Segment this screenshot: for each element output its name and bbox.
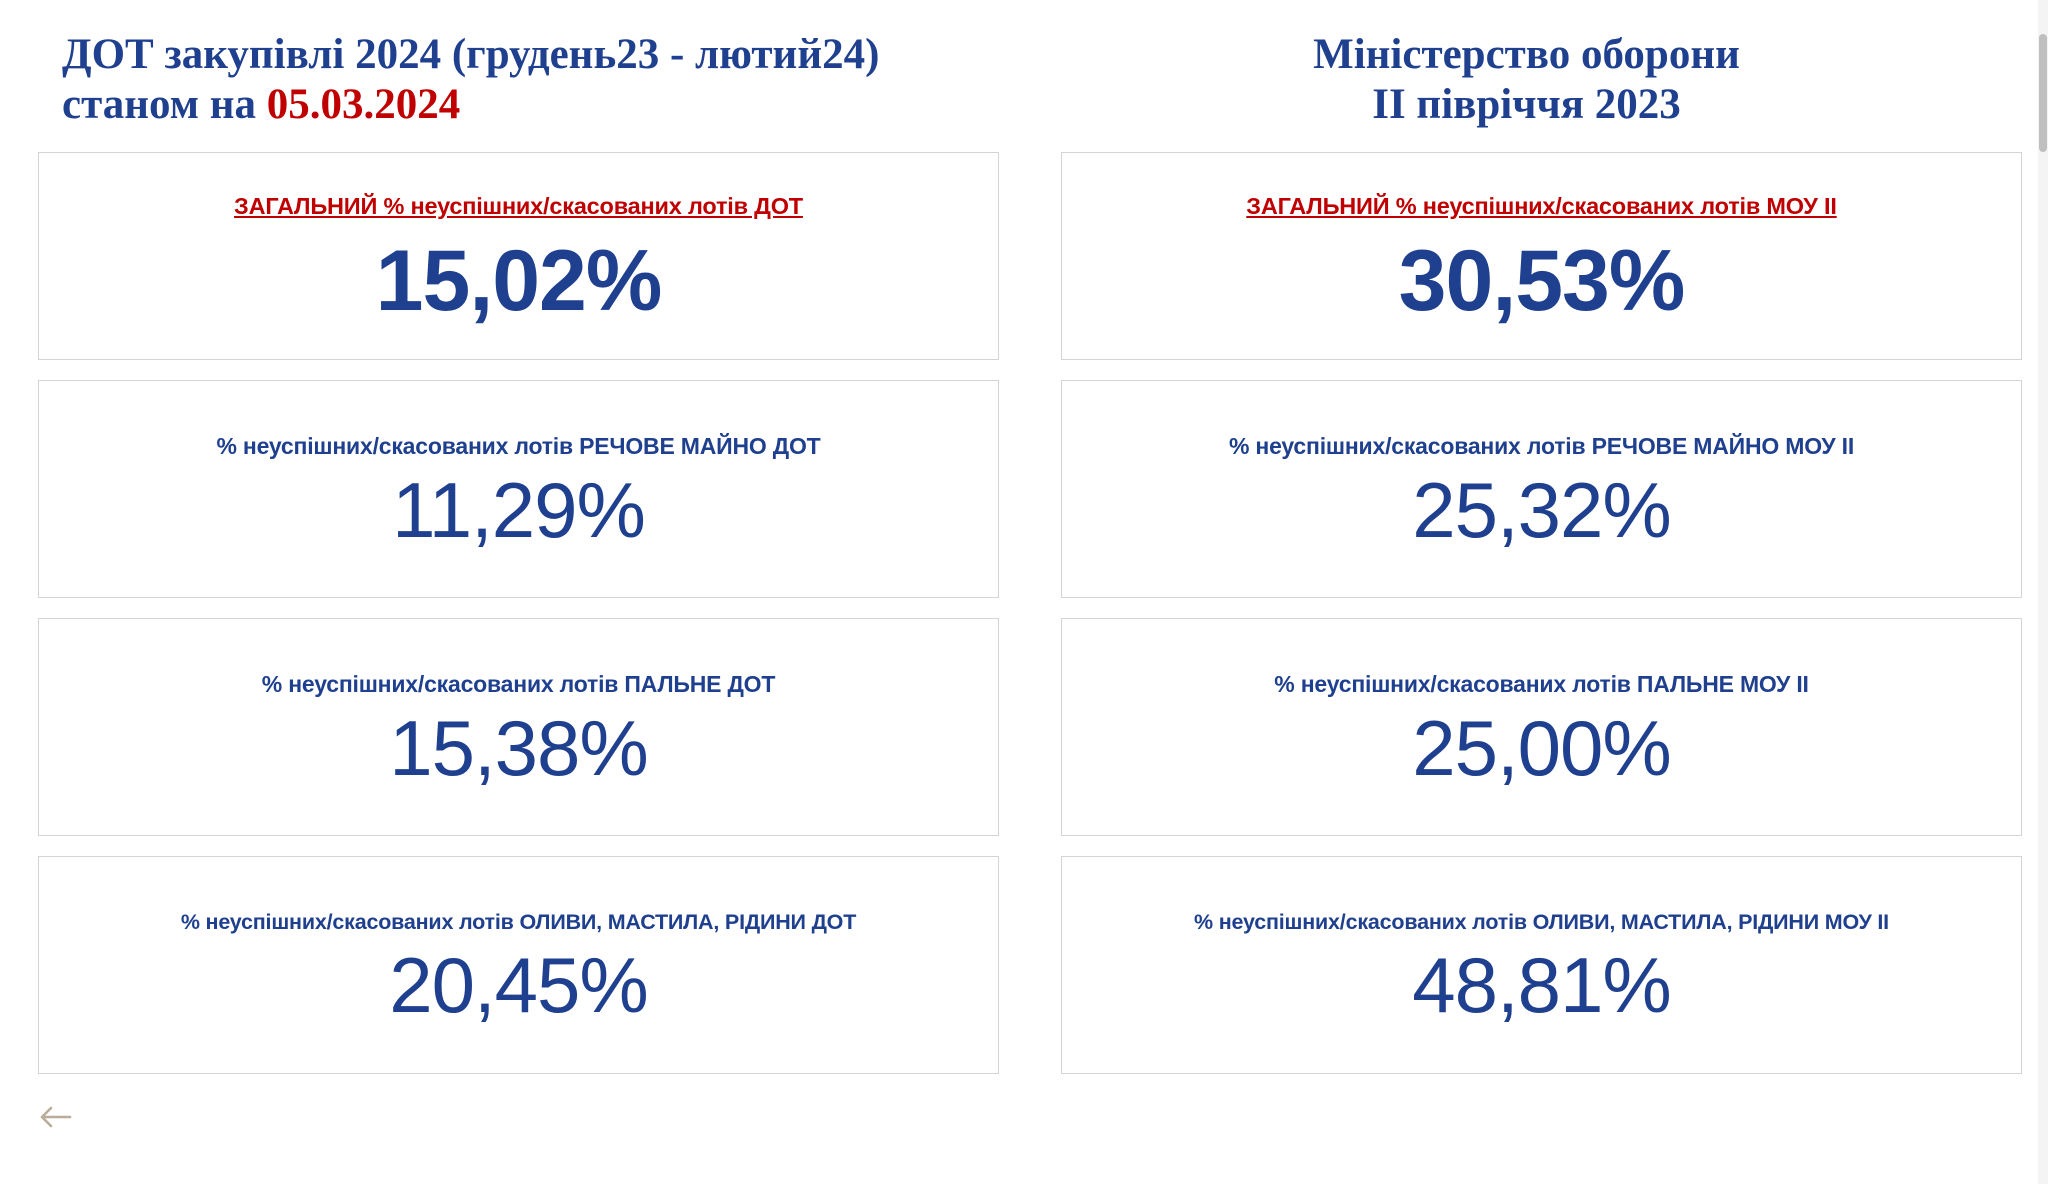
back-arrow-icon[interactable] xyxy=(38,1100,72,1134)
right-heading-line2: ІІ півріччя 2023 xyxy=(1372,80,1681,128)
card-palne-mou-value: 25,00% xyxy=(1412,703,1671,792)
card-olyvy-dot xyxy=(38,856,999,1074)
card-olyvy-mou xyxy=(1061,856,2022,1074)
right-heading-line1: Міністерство оборони xyxy=(1313,31,1740,78)
left-heading-text: ДОТ закупівлі 2024 (грудень23 - лютий24) станом на xyxy=(62,31,880,128)
card-olyvy-dot-label: % неуспішних/скасованих лотів ОЛИВИ, МАСТИЛА, РІДИНИ ДОТ xyxy=(180,909,857,934)
card-olyvy-mou-value: 48,81% xyxy=(1412,940,1671,1029)
right-column-heading xyxy=(1061,30,2022,130)
card-palne-dot xyxy=(38,618,999,836)
column-mou xyxy=(1061,30,2022,1184)
left-column-heading xyxy=(38,30,999,130)
left-heading-date: 05.03.2024 xyxy=(266,80,461,128)
card-palne-dot-label: % неуспішних/скасованих лотів ПАЛЬНЕ ДОТ xyxy=(261,670,776,697)
card-total-dot-label: ЗАГАЛЬНИЙ % неуспішних/скасованих лотів ДОТ xyxy=(234,192,803,219)
card-total-mou-value: 30,53% xyxy=(1398,232,1685,329)
card-total-dot xyxy=(38,152,999,360)
card-rechove-mayno-mou-value: 25,32% xyxy=(1412,465,1671,554)
card-rechove-mayno-dot xyxy=(38,380,999,598)
card-palne-mou xyxy=(1061,618,2022,836)
scrollbar-thumb[interactable] xyxy=(2039,34,2047,152)
card-rechove-mayno-mou-label: % неуспішних/скасованих лотів РЕЧОВЕ МАЙНО МОУ ІІ xyxy=(1228,432,1855,459)
card-total-mou xyxy=(1061,152,2022,360)
card-palne-mou-label: % неуспішних/скасованих лотів ПАЛЬНЕ МОУ ІІ xyxy=(1274,670,1809,697)
card-olyvy-dot-value: 20,45% xyxy=(389,940,648,1029)
column-dot xyxy=(38,30,999,1184)
card-total-dot-value: 15,02% xyxy=(375,232,662,329)
card-rechove-mayno-dot-label: % неуспішних/скасованих лотів РЕЧОВЕ МАЙНО ДОТ xyxy=(216,432,821,459)
card-rechove-mayno-mou xyxy=(1061,380,2022,598)
scrollbar-track[interactable] xyxy=(2038,0,2048,1184)
card-rechove-mayno-dot-value: 11,29% xyxy=(392,465,645,554)
card-palne-dot-value: 15,38% xyxy=(389,703,648,792)
card-olyvy-mou-label: % неуспішних/скасованих лотів ОЛИВИ, МАСТИЛА, РІДИНИ МОУ ІІ xyxy=(1194,909,1889,934)
card-total-mou-label: ЗАГАЛЬНИЙ % неуспішних/скасованих лотів МОУ ІІ xyxy=(1246,192,1837,219)
